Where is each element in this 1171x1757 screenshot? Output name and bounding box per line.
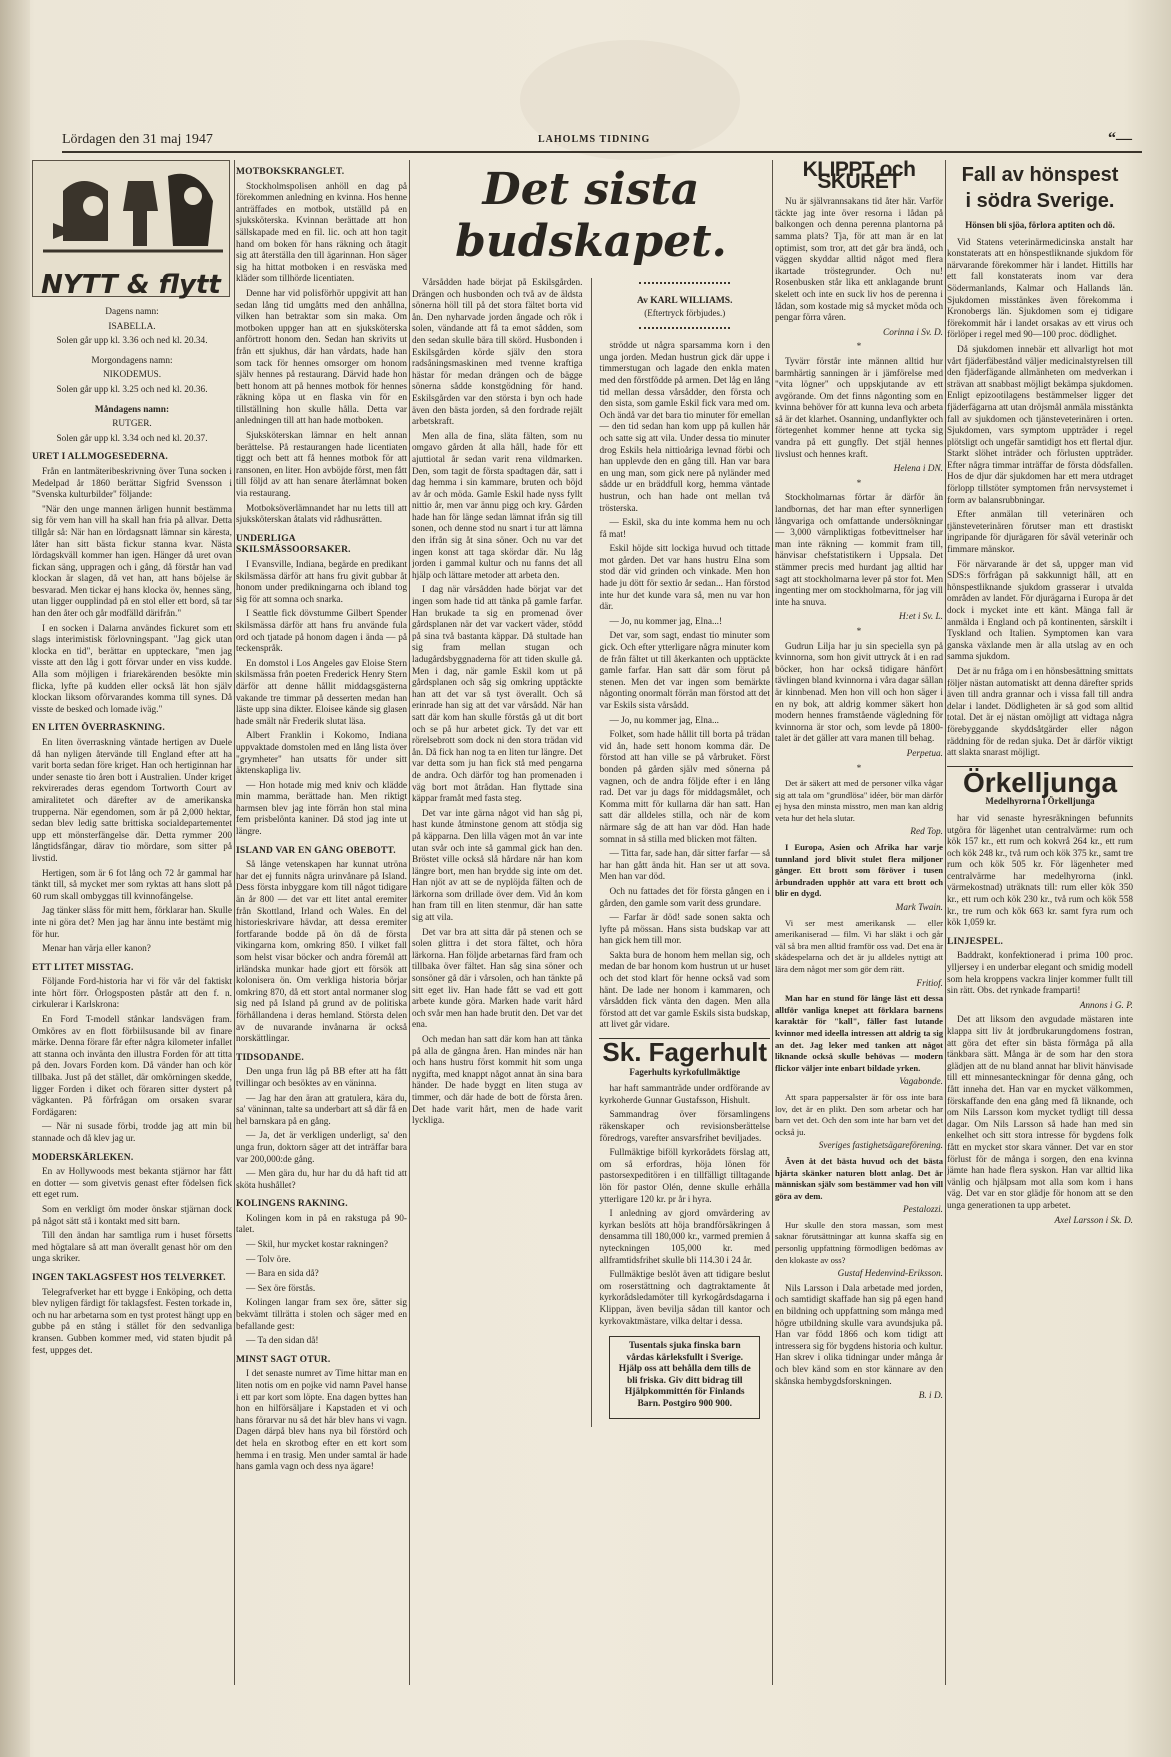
article-text: Telegrafverket har ett bygge i Enköping, och detta blev nyligen färdigt för taklagsfest. Festen torkade in, och nu har arbetarna som en tyst protest hängt upp en gubbe på en stång i stället för den sedvanliga kransen. Gubben kommer med, vid staten bjudit på fest, uppges det. [32,1287,232,1356]
article-text: Albert Franklin i Kokomo, Indiana uppvaktade domstolen med en lång lista över "grymheter" han utsatts för under sitt äktenskapliga liv. [236,731,407,777]
section-title-fagerhult: Sk. Fagerhult [602,1037,768,1068]
subcolumn-rule [591,278,592,1427]
column-rule [409,160,410,1685]
quote-text: Hur skulle den stora massan, som mest saknar förutsättningar att kunna skaffa sig en personlig uppfattning förmodligen bedömas av den klokaste av oss? [775,1219,943,1265]
nytt-och-flytt-logo [32,160,230,301]
section-title-klippt: KLIPPT och SKURET [802,160,916,193]
story-subcolumn-right [599,278,770,1427]
column-1 [32,160,232,1690]
logo-lettering: NYTT & flytt [41,270,221,301]
quote-text: Man har en stund för länge läst ett dessa alltför vanliga knepet att förklara barnens karaktär för "kall", fäller fast lutande kvinnor med ideella intressen att aldrig ta sig an det. Jag leker med tanken att något liknande också skulle behövas — modern flickor väljer inte enbart bildade yrken. [775,993,943,1073]
article-text: Kolingen kom in på en rakstuga på 90-talet. [236,1213,407,1236]
signature: Vagabonde. [899,1077,943,1088]
newspaper-name: LAHOLMS TIDNING [538,134,651,145]
article-heading: EN LITEN ÖVERRASKNING. [32,723,165,734]
article-text: I en socken i Dalarna användes fickuret som ett slags interimistisk förlovningspant. "Jag gick utan klocka en tid", berättar en uppteckare, "men jag visste att den låg i gott förvar under en viss kudde. Alla som möjligen i friarekärenden besökte min flicka, lyfte på kudden eller också lät hon själv klockan liksom oförvarandes komma till synes. Då visste de besked och lomade iväg." [32,623,232,715]
signature: H:et i Sv. L. [899,612,943,623]
nameday-name: ISABELLA. [108,321,156,332]
article-text: Men alla de fina, släta fälten, som nu omgavo gården åt alla håll, hade för ett ajuttiotal år sedan varit rena vildmarken. Den, som tagit de första spadtagen där, satt i dag hemma i sin kammare, bruten och böjd av år och möda. Gamle Eskil hade nyss fyllt nittio år, men var ännu pigg och kry. Gården hade han för länge sedan lämnat ifrån sig till sonen, och denne stod nu snart i tur att lämna den ifrån sig åt sina söner. Och nu var det ingen konst att taga skördar där. Nu låg jorden i gammal kultur och nu fanns det all hjälp och lättare metoder att arbeta den. [412,431,583,581]
article-text: Det var bra att sitta där på stenen och se solen glittra i det stora fältet, och höra lärkorna. Han följde arbetarnas färd fram och tillbaka över fältet. Han såg sina söner och sonsöner gå där i vårsolen, och han tänkte på sitt eget liv. Han hade fått se vad ett gott arbete kunde göra. Marken hade varit hård och svår men han hade brutit den. Det var det ena. [412,927,583,1031]
article-text: I anledning av gjord omvärdering av kyrkan beslöts att höja brandförsäkringen å densamma till 180,000 kr., varmed premien å nyteckningen 105,000 kr. med allframtidsfrihet skulle bli 114.30 i 24 år. [599,1209,770,1266]
page-edge [0,0,30,1757]
article-text: I Seattle fick dövstumme Gilbert Spender skilsmässa därför att hans fru använde fula ord och tjatade på honom dagen i ända — på teckenspråk. [236,609,407,655]
article-text: Till den ändan har samtliga rum i huset försetts med högtalare så att man överallt genast hör om den unga skriker. [32,1231,232,1265]
article-text: Det att liksom den avgudade mästaren inte klappa sitt liv åt jordbrukarungdomens fostran, att göra det efter sin bästa förmåga på alla tänkbara sätt. Många är de som har den stora glädjen att de nu bland annat har blivit hänvisade till ett minnesanteckningar för denna gång, och fått inneha det. Han var en mycket välkommen, förskaffande den ena gång med få liknande, och om Nils Larsson kom mycket tydligt till dessa dagar. Om Nils Larsson så hade han med sin enkelhet och sitt stora intresse för bygdens folk fått en mycket stor skara vänner. Det var en stor förlust för de många i sorgen, den ena kvinna jämte han hade flera syskon. Han var alltid lika vänlig och hjälpsam mot alla som kom i hans väg. Det var en stor glädje för honom att se den unga generationen ta upp arbetet. [947,1015,1133,1211]
column-4 [775,160,943,1690]
article-heading: MOTBOKSKRANGLET. [236,167,345,177]
subheading: Hönsen bli sjöa, förlora aptiten och dö. [965,220,1115,230]
signature: Red Top. [910,827,943,838]
headline-line: i södra Sverige. [965,190,1115,212]
article-text: — Sex öre förstås. [246,1283,316,1294]
article-text: "När den unge mannen ärligen hunnit bestämma sig för vem han vill ha skall han fria på allvar. Detta tillgår så: När han en lördagsnatt lämnar sin käresta, låter han sitt bästa fickur stanna kvar. Nästa lördagskväll kommer han igen. Hänger då uret ovan fickan säng, uppragen och i gång, då förstår han vad klockan är slagen, då vet han, att hans böjelse är besvarad. Men tickar ej hans klocka öv, hennes säng, utan ligger oupplindad på en stol eller ett bord, så tar han den åter och går modfälld därifrån." [32,504,232,620]
article-text: Stockholmspolisen anhöll en dag på förekommen anledning en kvinna. Hos henne anträffades en motbok, utställd på en sjuksköterska. Kvinnan berättade att hon sällskapade med en fil. lic. och att hon tagit hand om boken för hans räkning och åtagit sig att återställa den till ägarinnan. Hon säger sig ha hittat motboken i en resväska med kläder som tillhörde licentiaten. [236,181,407,285]
signature: Helena i DN. [893,464,943,475]
article-text: Fullmäktige biföll kyrkorådets förslag att, om så erfordras, höja lönen för pastorsexpeditören i en tillfälligt tilltagande lön för pastor Olén, denne skulle erhålla ytterligare 120 kr. pr år i hyra. [599,1148,770,1205]
article-text: Efter anmälan till veterinären och tjänsteveterinären förutser man ett drastiskt ingripande för djurägaren för såväl veterinär och fimmare mänskor. [947,510,1133,556]
article-text: Motboksöverlämnandet har nu letts till att sjuksköterskan åtalats vid rådhusrätten. [236,503,407,526]
article-text: Gudrun Lilja har ju sin speciella syn på kvinnorna, som hon givit uttryck åt i en rad böcker, hon har också tidigare hänfört tävlingen bland kvinnorna i våra dagar sällan är kinnbenad. Men hon vill och hon säger i en ny bok, att aldrig kommer säkert hon modern hennes framstående vägledning för kvinnorna är stor och, som levde på 1800-talet är det gäller att vara manen till behag. [775,641,943,745]
separator: * [856,626,862,637]
article-text: Det är nu fråga om i en hönsbesättning smittats följer nästan automatiskt att denna därefter sprids även till andra grannar och i vissa fall till andra delar i landet. Dödligheten är så god som alltid total. Det är ej nästan omöjligt att vidtaga några förebyggande skyddsåtgärder eller någon räddning för de redan sjuka. Det är därför viktigt att slakta snarast möjligt. [947,666,1133,759]
article-heading: URET I ALLMOGESEDERNA. [32,452,168,463]
article-text: Då sjukdomen innebär ett allvarligt hot mot vårt fjäderfäbestånd väljer medicinalstyrelsen till den fjäderfägande allmänheten om medverkan i strävan att snabbast möjligt bekämpa sjukdomen. Enligt epizootilagens bestämmelser ligger det fjäderfägarna att utan dröjsmål anmäla misstänkta fall av sjukdomen och tjänsteveterinären i orten. Sjukdomen, vars symptom uppträder i regel plötsligt och ungefär samtidigt hos ett flertal djur. Starkt slöhet inträder och förlusten uppträder. Efter några timmar inträffar de första dödsfallen. Hos de djur där sjukdomen har ett mera utdraget förlopp tillstöter symptomen från nervsystemet i form av balansrubbningar. [947,344,1133,506]
article-text: I Evansville, Indiana, begärde en predikant skilsmässa därför att hans fru givit gubbar åt honom under predikningarna och ibland tog sig för att somna och snarka. [236,560,407,605]
article-text: Denne har vid polisförhör uppgivit att han sedan lång tid umgåtts med den anhållna, vilken han betraktar som sin maka. Om motboken uppger han att en sjuksköterska anförtrott honom den. Sedan han skrivits ut från ett sjukhus, där han vårdats, hade han som tack för hennes omsorger om honom själv hennes på restaurang. Därvid hade hon bett honom att på hennes motbok för hennes räkning köpa ut en flaska vin för en tillställning hon skulle hålla. Detta var anledningen till att han hade motboken. [236,288,407,427]
column-rule [772,160,773,1685]
appeal-text: Tusentals sjuka finska barn vårdas kärleksfullt i Sverige. Hjälp oss att behålla dem tills de bli friska. Giv ditt bidrag till Hjälpkommittén för Finlands Barn. Postgiro 900 900. [618,1341,751,1410]
story-body [412,278,770,1427]
article-text: En domstol i Los Angeles gav Eloise Stern skilsmässa från poeten Frederick Henry Stern därför att denne hållit middagsgästerna vakande tre timmar på desserten medan han läste upp sina dikter. Eloisee kände sig glasen hade smält när Frederik slutat läsa. [236,658,407,727]
sun-times: Solen går upp kl. 3.25 och ned kl. 20.36. [56,384,208,395]
signature: Axel Larsson i Sk. D. [1054,1215,1133,1226]
article-text: — Ja, det är verkligen underligt, sa' den unga frun, doktorn säger att det inträffar bara var 200,000:de gång. [236,1131,407,1165]
article-text: Jag tänker släss för mitt hem, förklarar han. Skulle inte ni göra det? Men jag har ännu inte bestämt mig för hur. [32,906,232,940]
separator: * [856,478,862,489]
article-text: strödde ut några sparsamma korn i den unga jorden. Medan hustrun gick där uppe i timmerstugan och lagade den enkla maten med den förstfödde på armen. Det låg en lång tid mellan dessa vårsådder, den första och den sista, som gamle Eskil fick vara med om. Och ändå var det bara tio minuter för emellan — den tid sedan han kom upp på kullen här och satte sig att vila. Under dessa tio minuter drog Eskils hela nittioåriga levnad förbi och han upplevde den en gång till. Han var bara en ung man, som gick nere på nyländer med sådde ur en bräddfull korg, hemma väntade hustrun, och han hade ont mellan två trösterska. [599,341,770,514]
article-text: Tyvärr förstår inte männen alltid hur barmhärtig sanningen är i jämförelse med "vita lögner" och uppskjutande av ett avgörande. Om det finns någonting som en kvinna behöver för att kunna leva och arbeta så är det klarhet. Osanning, undanflykter och förtegenhet kommer henne att tycka sig vandra på ett gungfly. Det stjäl hennes livslust och hennes kraft. [775,356,943,460]
article-text: Och medan han satt där kom han att tänka på alla de gångna åren. Han mindes när han och hans hustru först kommit hit som unga nygifta, med knappt något annat än sina bara händer. De hade byggt en liten stuga av timmer, och där hade de bott de första åren. Det hade varit hårt, men de hade varit lyckliga. [412,1035,583,1127]
article-text: Den unga frun låg på BB efter att ha fått tvillingar och besöktes av en väninna. [236,1067,407,1089]
column-rule [234,160,235,1685]
article-text: — Eskil, ska du inte komma hem nu och få mat! [599,518,770,540]
article-text: Kolingen langar fram sex öre, sätter sig bekvämt tillrätta i stolen och säger med en befallande gest: [236,1298,407,1332]
article-text: Stockholmarnas förtar är därför än landbornas, det har man efter synnerligen långvariga och omfattande undersökningar — 3,000 värnpliktigas fotbevittnelser har man inte räkning — kommit fram till, hänvisar chefstatistikern i Uppsala. Det stämmer precis med hurdant jag alltid har sagt att stockholmarna lever på stor fot. Men ingenting mer om stockholmarna, för jag vill inte ha snuva. [775,493,943,608]
article-text: har haft sammanträde under ordförande av kyrkoherde Gunnar Gustafsson, Hishult. [599,1084,770,1106]
subheading: Medelhyrorna i Örkelljunga [985,796,1095,807]
issue-date: Lördagen den 31 maj 1947 [62,132,213,147]
article-text: Följande Ford-historia har vi för vår del faktiskt inte hört förr. Örlogsposten påstår att den f. n. cirkulerar i Karlskrona: [32,977,232,1011]
article-text: Som en verkligt öm moder önskar stjärnan dock på något sätt stå i kontakt med sitt barn. [32,1204,232,1227]
story-byline-note: (Eftertryck förbjudes.) [644,307,726,318]
namedays [32,307,232,445]
article-text: har vid senaste hyresräkningen befunnits utgöra för lägenhet utan centralvärme: rum och kök 157 kr., ett rum och kokvrå 264 kr., ett rum och kök 248 kr., två rum och kök 375 kr., samt tre rum och kök 505 kr. För lägenheter med centralvärme har medelhyrorna (inkl. värmekostnad) uträknats till: rum eller kök 350 kr., ett rum och kök 230 kr., två rum och kök 558 kr., tre rum och kök 663 kr. samt fyra rum och kök 1,059 kr. [947,813,1133,929]
article-text: — Tolv öre. [246,1254,291,1265]
article-heading: TIDSODANDE. [236,1052,304,1063]
nameday-label: Morgondagens namn: [91,355,173,366]
article-text: En liten överraskning väntade hertigen av Duele då han nyligen återvände till England efter att ha varit borta sedan före kriget. Han och hertiginnan har under senaste tio åren bott i Australien. Under kriget rekvirerades deras egendom Tortworth Court av amiralitetet och därefter av de amerikanska trupperna. När egendomen, som är på 2,000 hektar, sedan blev ledig satte brittiska socialdepartementet upp ett mönsterfängelse där. Detta rymmer 200 långtidsfångar, därav tio mördare, som sitter på livstid. [32,738,232,864]
article-heading: LINJESPEL. [947,936,1004,947]
article-text: Vårsådden hade börjat på Eskilsgården. Drängen och husbonden och två av de äldsta sönerna höll till på det stora fältet borta vid ån. Den nyharvade jorden ångade och rök i solen, vändande att få ta emot sådden, som den sedan skulle bära till skörd. Husbonden i Eskilsgården körde själv den stora radsåningsmaskinen med tvenne kraftiga hästar för medan drängen och de bägge sönerna sådde konstgödning för hand. Eskilsgården var den största i byn och hade även den bästa jorden, så den fordrade rejält arbetskraft. [412,278,583,428]
article-heading: UNDERLIGA SKILSMÄSSOORSAKER. [236,533,351,556]
article-text: I det senaste numret av Time hittar man en liten notis om en pojke vid namn Pavel hanse i ett par kort som löpte. Ena dagen byttes han hon en hilförsäljare i Kapstaden et vi och hans förarvar nu så det här blev hans vi vagn. Dagen därpå blev hans nya bil förstörd och det hela en skrotbog efter en ett kort som hemma i en trasig. Men under samtal är hade hans gamla vagn och dess nya ägare! [236,1369,407,1473]
article-text: Menar han värja eller kanon? [42,944,151,955]
article-text: — Jo, nu kommer jag, Elna... [609,715,719,726]
quote-text: I Europa, Asien och Afrika har varje tunnland jord blivit stulet flera miljoner gånger. Ett brott som föröver i tusen årbundraden upphör att vara ett brott och blir en dygd. [775,842,943,899]
signature: Annons i G. P. [1079,1000,1133,1011]
article-text: För närvarande är det så, uppger man vid SDS:s förfrågan på sakkunnigt håll, att en hönspestliknande sjukdom grasserar i utvalda områden av landet. För djurägarna i Europa är det dock i mycket inte ett känt. Mänga fall är anmälda i England och på kontinenten, särskilt i Tyskland och Italien. Symptomen kan vara ganska växlande men är alla utslag av en och samma sjukdom. [947,559,1133,663]
signature: Fritiof. [916,978,943,989]
column-rule [945,160,946,1685]
finnish-children-appeal-box [609,1336,760,1419]
article-text: — Farfar är död! sade sonen sakta och lyfte på mössan. Hans sista budskap var att han gick hem till mor. [599,913,770,947]
article-heading: MINST SAGT OTUR. [236,1354,331,1365]
article-text: Vid Statens veterinärmedicinska anstalt har konstaterats att en hönspestliknande sjukdom för närvarande förekommer här i landet. Hittills har ett fall konstaterats inom var dera Södermanlands, Kalmar och Hallands län. Sjukdomen misstänkes även förekomma i Kronobergs län. Sjukdomen som ej tidigare förekommit här i landet orsakas av ett virus och förlöper i regel med 90—100 proc. dödlighet. [947,237,1133,341]
article-text: Det var inte gärna något vid han såg pi, hast kunde åtminstone genom att stödja sig på käpparna. Den lilla vägen mot ån var inte utan svår och inte så gammal gick han den. Bröstet ville också slå hårdare när han kom längre bort, men han brydde sig inte om det. Han njöt av att se de nyplöjda fälten och de lärkorna som drillade över dem. Vid ån kom han fram till en liten stenmur, där han satte sig att vila. [412,808,583,924]
story-subcolumn-left [412,278,583,1427]
story-byline: Av KARL WILLIAMS. [637,296,733,306]
article-text: Nils Larsson i Dala arbetade med jorden, och samtidigt skaffade han sig på egen hand en bildning och uppfattning som många med högre utbildning skulle vara avundsjuka på. Han var född 1866 och kom tidigt att intressera sig för bygdens historia och kultur. Han skrev i olika tidningar under många år och blev känd som en stor kännare av den skånska hembygdsforskningen. [775,1283,943,1387]
signature: Pestalozzi. [902,1205,943,1216]
article-text: Sjuksköterskan lämnar en helt annan berättelse. På restaurangen hade licentiaten tiggt och bett att få hennes motbok för att ransonen, en liter. Hon avböjde först, men fått till följd av att han senare återlämnat boken via restaurang. [236,431,407,500]
article-text: Eskil höjde sitt lockiga huvud och tittade mot gården. Det var hans hustru Elna som stod där vid grinden och vinkade. Men hon hade ju dött för sextio år sedan... Han förstod inte hur det kunde vara så, men nu var hon där. [599,544,770,613]
nameday-name: RUTGER. [112,419,152,430]
article-text: — Jag har den äran att gratulera, kära du, sa' väninnan, talte sa underbart att så där få en hel barnskara på en gång. [236,1093,407,1127]
page-mark: “— [1108,130,1132,147]
article-text: — Bara en sida då? [246,1269,319,1280]
article-text: — Men gära du, hur har du då haft tid att sköta hushållet? [236,1169,407,1191]
header-rule [62,151,1142,153]
article-text: Sammandrag över församlingens räkenskaper och revisionsberättelse föredrogs, varefter ansvarsfrihet beviljades. [599,1110,770,1144]
quote-text: Vi ser mest amerikansk — eller amerikaniserad — film. Vi har släkt i och går väl så bra men alltid framför oss vad. Det ena är skådespelarna och det är ju alldeles nyttigt att lära dem något mer som gör dem rätt. [775,917,943,974]
article-text: Så länge vetenskapen har kunnat utröna har det ej funnits några urinvånare på Island. Dess första inbyggare kom till något tidigare än år 800 — det var ett litet antal eremiter från Skottland, Irland och Wales. En del historieskrivare hävdar, att dessa eremiter fortfarande bodde på ön då de första vikingarna kom, omkring 850. I vilket fall som helst visar böcker och andra föremål att irländska munkar hade gjort ett försök att kolonisera ön. Om verkliga historia börjar omkring 870, då ett stort antal normaner slog sig ned på Island på grund av de politiska förhållandena i deras hemland. Största delen av de nuvarande invånarna är också norskättlingar. [236,860,407,1045]
article-text: Nu är självrannsakans tid åter här. Varför täckte jag inte över resorna i lådan på balkongen och denna perenna plantorna på samma plats? Tja, för att man är en lat optimist, som tror, att det går bra ändå, och väggen skyddar alltid något med flera ikartade tröstegrunder. Och nu! Rosenbusken står lika ett anklagande brunt skelett och inte en suck liv hos de perenna i lådan, som kostade mig så mycket möda och pengar förra våren. [775,197,943,324]
article-text: — Jo, nu kommer jag, Elna...! [609,616,723,627]
article-text: Och nu fattades det för första gången en i gården, den gamle som varit dess grundare. [599,886,770,909]
ornament-line [639,327,730,337]
article-text: Hertigen, som är 6 fot lång och 72 år gammal har tänkt till, så mycket mer som ryktas att hans slott på 60 rum skall ombyggas till kvinnofängelse. [32,868,232,902]
signature: Perpetua. [906,748,943,759]
article-heading: ETT LITET MISSTAG. [32,962,134,973]
signature: Mark Twain. [895,903,943,914]
page-header [62,130,1132,152]
article-text: En Ford T-modell stånkar landsvägen fram. Omköres av en flott förbiilsusande bil av finare märke. Denna förare får efter några kilometer infallet att stanna och invänta den illustra Forden för att titta på den. Jovars Forden kom. Då vänder han och kör tillbaka. Just på det stället, där omkörningen skedde, ligger Forden i diket och föraren sitter dystert på vägkanten. På förfrågan om orsaken svarar Fordägaren: [32,1015,232,1118]
article-text: — När ni susade förbi, trodde jag att min bil stannade och då klev jag ur. [32,1122,232,1144]
headline-honspest [947,162,1133,214]
article-heading: INGEN TAKLAGSFEST HOS TELVERKET. [32,1272,226,1283]
article-text: Fullmäktige beslöt även att tidigare beslut om roserstättning och dagtraktamente åt kyrkorådsledamöter till kyrkogårdsdagarna i Klippan, även bevilja sådan till kantor och kyrkovaktmästare, vilka deltar i dessa. [599,1270,770,1327]
article-text: — Hon hotade mig med kniv och klädde min mamma, berättade han. Men riktigt harmsen blev jag inte förrän hon stal mina fem prisbelönta kaniner. Då stod jag inte ut längre. [236,780,407,838]
section-subheading: Fagerhults kyrkofullmäktige [629,1066,741,1077]
article-heading: MODERSKÄRLEKEN. [32,1152,134,1163]
signature: Corinna i Sv. D. [883,327,943,338]
signature: B. i D. [918,1391,943,1402]
sun-times: Solen går upp kl. 3.36 och ned kl. 20.34. [56,336,208,347]
article-text: Baddrakt, konfektionerad i prima 100 proc. ylljersey i en underbar elegant och smidig modell som hela kroppens vackra linjer kommer fullt till sin rätt. Obs. det rynkade framparti! [947,951,1133,997]
column-2 [236,160,407,1690]
article-text: Folket, som hade hållit till borta på trädan vid ån, hade sett honom komma där. De förstod att han ville se på vårbruket. Först bonden på gården själv med sönerna på vagnen, och de andra följde efter i en lång rad. Det var ju dags för middagsmålet, och Komma mitt för kullarna där han satt. Han satt där alldeles stilla, och när de kom närmare såg de att han var död. Han hade somnat in så stilla med blicken mot fälten. [599,730,770,845]
story-title: Det sista budskapet. [455,164,727,267]
nameday-label: Måndagens namn: [94,404,170,415]
nameday-name: NIKODEMUS. [102,370,162,381]
column-5 [947,160,1133,1690]
separator: * [856,763,862,774]
quote-text: Det är säkert att med de personer vilka vågar sig att tala om "grundlösa" idéer, bör man därför ej hysa den minsta misstro, men man kan aldrig veta hur det hela slutar. [775,778,943,823]
headline-line: Fall av hönspest [961,164,1119,186]
ornament-line [639,282,730,292]
quote-text: Även åt det bästa huvud och det bästa hjärta skänker naturen blott anlag. Det är människan själv som bestämmer vad hon vill göra av dem. [775,1155,943,1201]
article-heading: ISLAND VAR EN GÅNG OBEBOTT. [236,845,396,856]
article-text: En av Hollywoods mest bekanta stjärnor har fått en dotter — som givetvis genast efter födelsen fick ett eget rum. [32,1167,232,1201]
quote-text: Att spara pappersalster är för oss inte bara lov, det är en plikt. Den som arbetar och har barn vet det. Och den som inte har barn vet det också ju. [775,1091,943,1137]
signature: Gustaf Hedenvind-Eriksson. [837,1269,943,1280]
article-text: I dag när vårsådden hade börjat var det ingen som hade tid att tänka på gamle farfar. Han brukade ta sig en promenad över gårdsplanen när det var vackert väder, stödd på sina två bastanta käppar. Då stultade han sig fram mellan stugan och ladugårdsbyggnaderna för att tiden skulle gå. Men i dag, när gamle Eskil kom ut på gårdsplanen och såg sig omkring upptäckte han att det var så tyst överallt. Och så erinrade han sig att det var vårsådd. När han satt där kom han skulle förstås gå ut dit bort och se på hur arbetet gick. Ty det var ett rörelsebrott som dock ni den stora trädan vid ån. Då fick han nog ta en liten tur längre. Det var detta som ju han fick stå med pengarna de andra. Och därför tog han promenaden i väg bort mot åtrådan. Han flyttade sina käppar framåt med fasta steg. [412,585,583,805]
nameday-label: Dagens namn: [105,307,159,317]
sun-times: Solen går upp kl. 3.34 och ned kl. 20.37. [56,433,208,444]
separator: * [856,342,862,353]
article-heading: KOLINGENS RAKNING. [236,1199,348,1210]
article-text: Från en lantmäteribeskrivning över Tuna socken i Medelpad år 1860 berättar Sigfrid Svensson i "Svenska kulturbilder" följande: [32,466,232,501]
section-title-orkelljunga: Örkelljunga [962,766,1118,798]
column-3 [412,160,770,1690]
signature: Sveriges fastighetsägareförening. [818,1141,943,1152]
article-text: Sakta bura de honom hem mellan sig, och medan de bar honom kom hustrun ut ur huset och det stod klart för henne också vad som hänt. De lade ner honom i kammaren, och vårsådden fick vänta den dagen. Men alla förstod att det var gamle Eskils sista budskap, att livet går vidare. [599,950,770,1031]
article-text: — Skil, hur mycket kostar rakningen? [246,1240,389,1251]
article-text: Det var, som sagt, endast tio minuter som gick. Och efter ytterligare några minuter kom de från fältet ut till åkerkanten och upptäckte gamle farfar. Han satt där som förut på stenen. Men det var ingen som bemärkte någonting onormalt förrän man förstod att det var Eskils sista vårsådd. [599,631,770,711]
article-text: — Titta far, sade han, där sitter farfar — så har han gått ända hit. Han ser ut att sova. Men han var död. [599,849,770,883]
article-text: — Ta den sidan då! [246,1336,319,1347]
